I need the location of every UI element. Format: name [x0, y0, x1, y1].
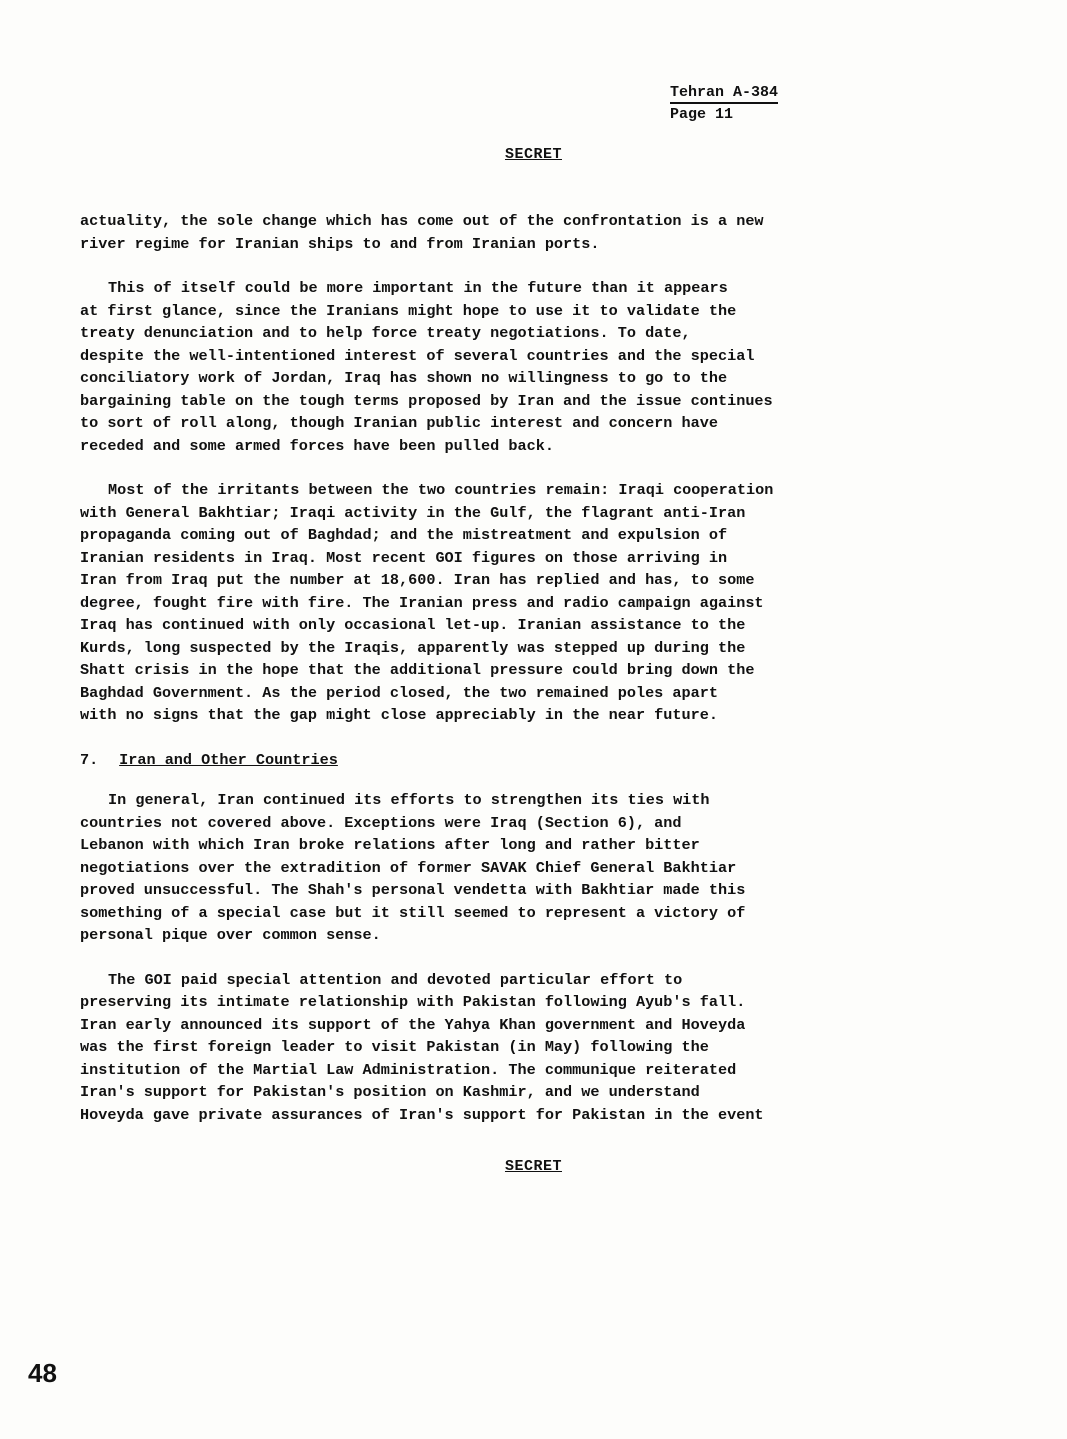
paragraph-pakistan: The GOI paid special attention and devoted particular effort to preserving its intimate relationship with Pakistan following Ayub's fall. Iran early announced its support of the Yahya Khan government and Hoveyda was the first foreign leader to visit Pakistan (in May) following the institution of the Martial Law Administration. The communique reiterated Iran's support for Pakistan's position on Kashmir, and we understand Hoveyda gave private assurances of Iran's support for Pakistan in the event — [80, 970, 764, 1124]
page-number: 48 — [28, 1358, 57, 1388]
page-label: Page 11 — [670, 106, 734, 123]
paragraph-other-countries: In general, Iran continued its efforts to strengthen its ties with countries not covered above. Exceptions were Iraq (Section 6), and Lebanon with which Iran broke relations after long and rather bitter negotiations over the extradition of former SAVAK Chief General Bakhtiar proved unsuccessful. The Shah's personal vendetta with Bakhtiar made this something of a special case but it still seemed to represent a victory of personal pique over common sense. — [80, 791, 746, 944]
section-title: Iran and Other Countries — [119, 750, 338, 769]
classification-top: SECRET — [504, 146, 562, 163]
classification-bottom: SECRET — [504, 1158, 562, 1175]
reference-number: Tehran A-384 — [670, 84, 778, 104]
paragraph-irritants: Most of the irritants between the two countries remain: Iraqi cooperation with General Bakhtiar; Iraqi activity in the Gulf, the flagrant anti-Iran propaganda coming out of Baghdad; and the mistreatment and expulsion of Iranian residents in Iraq. Most recent GOI figures on those arriving in Iran from Iraq put the number at 18,600. Iran has replied and has, to some degree, fought fire with fire. The Iranian press and radio campaign against Iraq has continued with only occasional let-up. Iranian assistance to the Kurds, long suspected by the Iraqis, apparently was stepped up during the Shatt crisis in the hope that the additional pressure could bring down the Baghdad Government. As the period closed, the two remained poles apart with no signs that the gap might close appreciably in the near future. — [80, 481, 774, 724]
paragraph-treaty: This of itself could be more important in the future than it appears at first glance, since the Iranians might hope to use it to validate the treaty denunciation and to help force treaty negotiations. To date, despite the well-intentioned interest of several countries and the special conciliatory work of Jordan, Iraq has shown no willingness to go to the bargaining table on the tough terms proposed by Iran and the issue continues to sort of roll along, though Iranian public interest and concern have receded and some armed forces have been pulled back. — [80, 279, 773, 455]
section-heading — [80, 749, 940, 772]
document-reference — [670, 82, 778, 126]
document-body — [80, 210, 940, 1148]
section-number: 7. — [80, 750, 99, 769]
paragraph-continuation: actuality, the sole change which has come out of the confrontation is a new river regime for Iranian ships to and from Iranian ports. — [80, 212, 764, 253]
